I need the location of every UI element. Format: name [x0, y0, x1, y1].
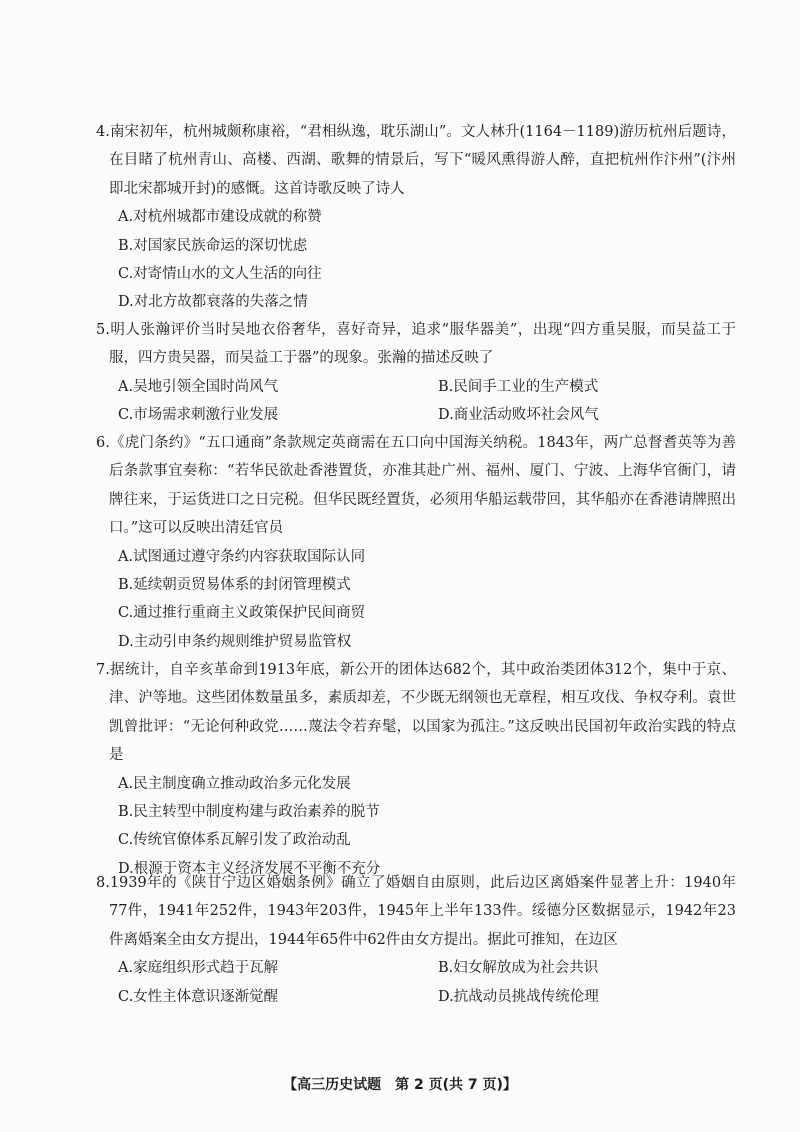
question-5-options	[96, 373, 736, 430]
question-5	[96, 316, 736, 430]
question-6-option-d: D.主动引申条约规则维护贸易监管权	[118, 633, 352, 650]
page-footer: 【高三历史试题 第 2 页(共 7 页)】	[283, 1077, 517, 1093]
question-4-options	[96, 203, 736, 317]
question-8-options	[96, 954, 736, 1011]
question-4-option-d: D.对北方故都衰落的失落之情	[118, 294, 308, 311]
question-8-option-a: A.家庭组织形式趋于瓦解	[118, 960, 279, 977]
question-4-option-a: A.对杭州城都市建设成就的称赞	[118, 209, 322, 226]
question-7-option-b: B.民主转型中制度构建与政治素养的脱节	[118, 804, 380, 821]
question-7-option-a: A.民主制度确立推动政治多元化发展	[118, 775, 351, 792]
question-8-option-d: D.抗战动员挑战传统伦理	[438, 988, 599, 1005]
question-5-option-d: D.商业活动败坏社会风气	[438, 407, 599, 424]
question-7-option-c: C.传统官僚体系瓦解引发了政治动乱	[118, 832, 351, 849]
question-4-option-c: C.对寄情山水的文人生活的向往	[118, 266, 322, 282]
question-4	[96, 118, 736, 317]
question-7-stem: 7.据统计，自辛亥革命到1913年底，新公开的团体达682个，其中政治类团体312个，集中于京、津、沪等地。这些团体数量虽多，素质却差，不少既无纲领也无章程，相互攻伐、争权夺利。袁世凯曾批评：“无论何种政党……蔑法令若弃髦，以国家为孤注。”这反映出民国初年政治实践的特点是	[96, 662, 736, 764]
question-7-option-d: D.根源于资本主义经济发展不平衡不充分	[118, 860, 381, 877]
question-4-stem: 4.南宋初年，杭州城颇称康裕，“君相纵逸，耽乐湖山”。文人林升(1164－1189)游历杭州后题诗，在目睹了杭州青山、高楼、西湖、歌舞的情景后，写下“暖风熏得游人醉，直把杭州作汴州”(汴州即北宋都城开封)的感慨。这首诗歌反映了诗人	[96, 124, 736, 197]
question-5-option-b: B.民间手工业的生产模式	[438, 378, 599, 395]
question-8-stem: 8.1939年的《陕甘宁边区婚姻条例》确立了婚姻自由原则，此后边区离婚案件显著上升：1940年77件，1941年252件，1943年203件，1945年上半年133件。绥德分区数据显示，1942年23件离婚案全由女方提出，1944年65件中62件由女方提出。据此可推知，在边区	[96, 875, 736, 948]
question-4-option-b: B.对国家民族命运的深切忧虑	[118, 237, 308, 254]
question-8-option-c: C.女性主体意识逐渐觉醒	[118, 988, 279, 1005]
question-7-options	[96, 770, 736, 884]
question-8-option-b: B.妇女解放成为社会共识	[438, 960, 599, 977]
question-6-options	[96, 543, 736, 657]
question-8	[96, 869, 736, 1011]
question-6-option-b: B.延续朝贡贸易体系的封闭管理模式	[118, 577, 351, 594]
question-5-option-a: A.吴地引领全国时尚风气	[118, 378, 279, 395]
question-5-stem: 5.明人张瀚评价当时吴地衣俗奢华，喜好奇异，追求“服华器美”，出现“四方重吴服，而吴益工于服，四方贵吴器，而吴益工于器”的现象。张瀚的描述反映了	[96, 322, 736, 367]
question-6-stem: 6.《虎门条约》“五口通商”条款规定英商需在五口向中国海关纳税。1843年，两广总督耆英等为善后条款事宜奏称：“若华民欲赴香港置货，亦准其赴广州、福州、厦门、宁波、上海华官衙门，请牌往来，于运货进口之日完税。但华民既经置货，必须用华船运载带回，其华船亦在香港请牌照出口。”这可以反映出清廷官员	[96, 435, 736, 537]
question-6	[96, 429, 736, 656]
question-5-option-c: C.市场需求刺激行业发展	[118, 407, 279, 424]
question-7	[96, 656, 736, 883]
question-6-option-a: A.试图通过遵守条约内容获取国际认同	[118, 548, 366, 565]
question-6-option-c: C.通过推行重商主义政策保护民间商贸	[118, 605, 366, 622]
